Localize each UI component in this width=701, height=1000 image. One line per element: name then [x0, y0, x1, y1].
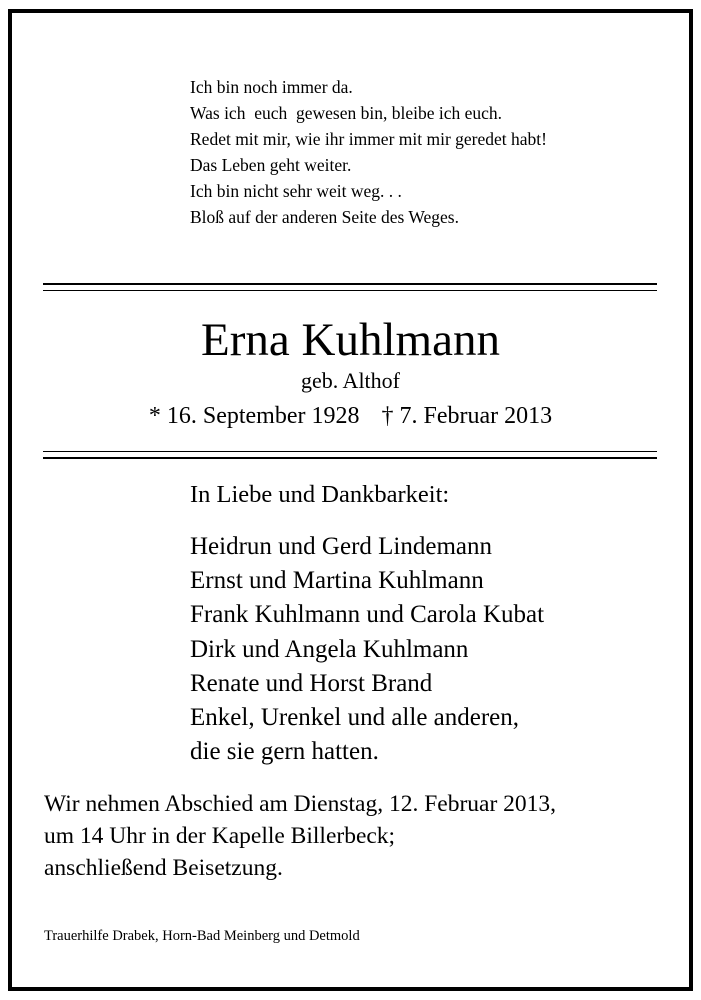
poem-line: Redet mit mir, wie ihr immer mit mir geredet habt!	[190, 129, 547, 149]
poem-line: Ich bin nicht sehr weit weg. . .	[190, 181, 402, 201]
divider-bottom-thin	[43, 451, 657, 452]
undertaker: Trauerhilfe Drabek, Horn-Bad Meinberg und Detmold	[44, 928, 360, 944]
mourner-line: Enkel, Urenkel und alle anderen,	[190, 704, 520, 732]
maiden-name: geb. Althof	[301, 368, 400, 393]
death-date: † 7. Februar 2013	[381, 403, 553, 429]
farewell-line: anschließend Beisetzung.	[44, 855, 283, 881]
mourner-line: Heidrun und Gerd Lindemann	[190, 533, 493, 560]
poem-line: Was ich euch gewesen bin, bleibe ich euch.	[190, 103, 503, 123]
birth-date: * 16. September 1928	[148, 403, 360, 429]
divider-top-thin	[43, 290, 657, 291]
mourner-line: Dirk und Angela Kuhlmann	[190, 635, 469, 663]
farewell-notice	[44, 788, 556, 884]
poem-line: Bloß auf der anderen Seite des Weges.	[190, 207, 459, 227]
farewell-line: um 14 Uhr in der Kapelle Billerbeck;	[44, 823, 396, 849]
life-dates	[0, 401, 701, 431]
farewell-line: Wir nehmen Abschied am Dienstag, 12. Februar 2013,	[44, 791, 557, 817]
deceased-name: Erna Kuhlmann	[201, 314, 500, 366]
divider-bottom-thick	[43, 457, 657, 459]
mourner-line: die sie gern hatten.	[190, 738, 379, 766]
mourner-line: Ernst und Martina Kuhlmann	[190, 567, 484, 595]
divider-top-thick	[43, 283, 657, 285]
mourners-intro: In Liebe und Dankbarkeit:	[190, 481, 450, 508]
poem-line: Ich bin noch immer da.	[190, 77, 353, 97]
mourner-line: Renate und Horst Brand	[190, 669, 433, 697]
poem-line: Das Leben geht weiter.	[190, 155, 352, 175]
mourners-list	[190, 530, 544, 769]
poem	[190, 74, 547, 230]
mourner-line: Frank Kuhlmann und Carola Kubat	[190, 601, 545, 629]
